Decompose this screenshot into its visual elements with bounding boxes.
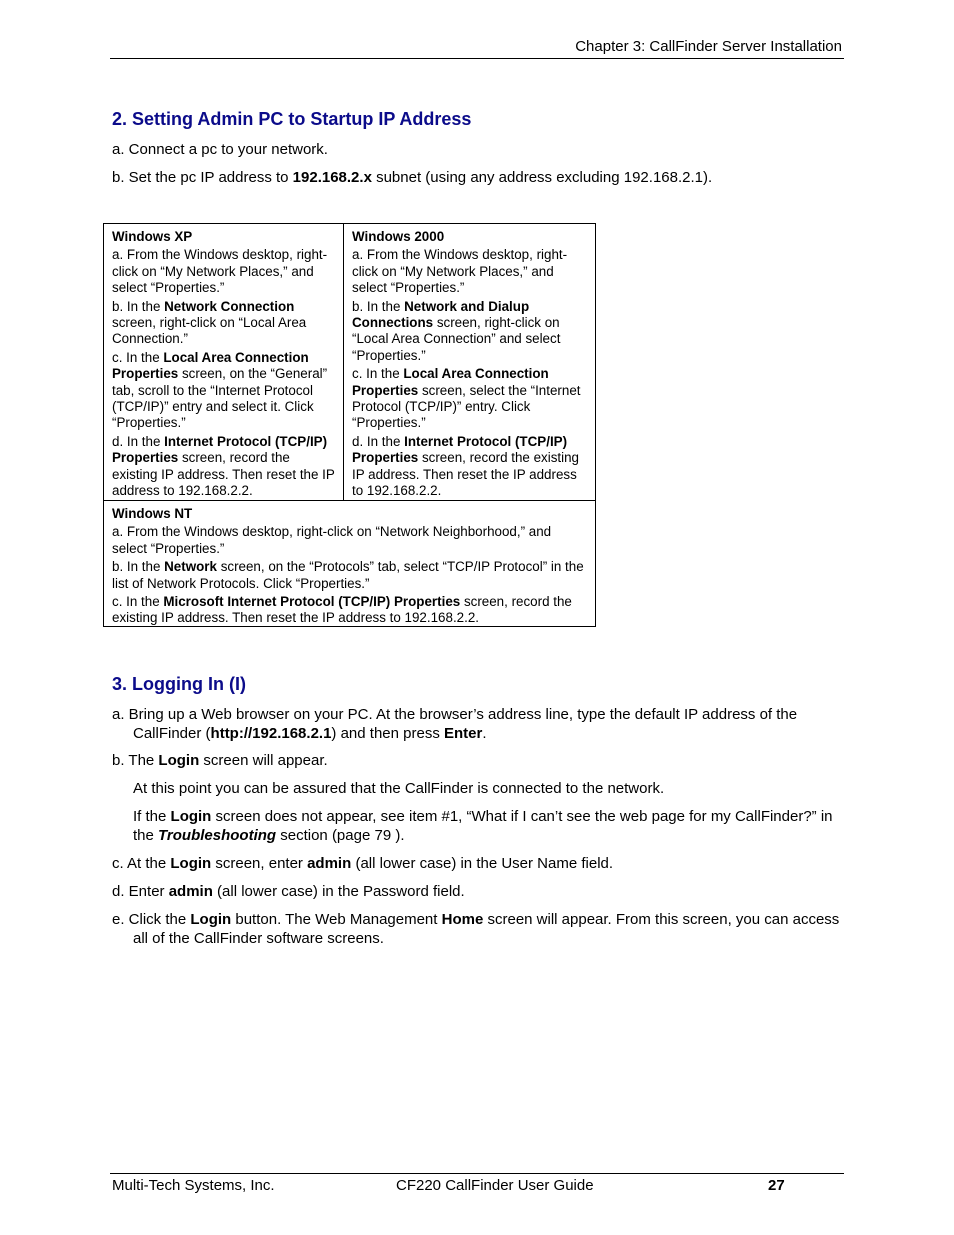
section-3-note-troubleshooting: If the Login screen does not appear, see item #1, “What if I can’t see the web page for my CallFinder?” in the Troubleshooting section (page 79 ). (133, 808, 833, 844)
section-3-step-e: e. Click the Login button. The Web Management Home screen will appear. From this screen, you can access all of the CallFinder software screens. (112, 911, 840, 947)
windows-nt-step-b: b. In the Network screen, on the “Protocols” tab, select “TCP/IP Protocol” in the list of Network Protocols. Click “Properties.” (112, 559, 584, 591)
windows-nt-title: Windows NT (112, 506, 193, 521)
section-3-step-d: d. Enter admin (all lower case) in the Password field. (112, 883, 465, 900)
section-2-step-a: a. Connect a pc to your network. (112, 141, 328, 158)
footer-guide-title: CF220 CallFinder User Guide (396, 1177, 594, 1194)
windows-2000-title: Windows 2000 (352, 229, 445, 244)
windows-xp-cell (104, 224, 344, 500)
running-header: Chapter 3: CallFinder Server Installation (575, 38, 842, 55)
windows-2000-step-a: a. From the Windows desktop, right-click on “My Network Places,” and select “Properties.” (352, 247, 568, 296)
footer-rule (110, 1173, 844, 1174)
windows-2000-step-c: c. In the Local Area Connection Properties screen, select the “Internet Protocol (TCP/IP)” entry. Click “Properties.” (352, 366, 581, 431)
windows-xp-step-c: c. In the Local Area Connection Properties screen, on the “General” tab, scroll to the “Internet Protocol (TCP/IP)” entry and select it. Click “Properties.” (112, 349, 328, 431)
windows-2000-step-b: b. In the Network and Dialup Connections screen, right-click on “Local Area Connection” and select “Properties.” (352, 298, 561, 363)
windows-2000-cell (344, 224, 595, 500)
windows-xp-title: Windows XP (112, 229, 193, 244)
section-3-step-a: a. Bring up a Web browser on your PC. At the browser’s address line, type the default IP address of the CallFinder (http://192.168.2.1) and then press Enter. (112, 706, 798, 742)
windows-xp-step-b: b. In the Network Connection screen, right-click on “Local Area Connection.” (112, 298, 307, 347)
windows-nt-step-a: a. From the Windows desktop, right-click on “Network Neighborhood,” and select “Properties.” (112, 524, 552, 556)
footer-page-number: 27 (768, 1177, 785, 1194)
section-3-note-connected: At this point you can be assured that the CallFinder is connected to the network. (133, 780, 665, 797)
section-2-step-b: b. Set the pc IP address to 192.168.2.x subnet (using any address excluding 192.168.2.1). (112, 169, 713, 186)
section-2-title: 2. Setting Admin PC to Startup IP Address (112, 109, 472, 129)
section-3-step-b: b. The Login screen will appear. (112, 752, 328, 769)
header-rule (110, 58, 844, 59)
section-3-title: 3. Logging In (I) (112, 674, 246, 694)
windows-nt-step-c: c. In the Microsoft Internet Protocol (TCP/IP) Properties screen, record the existing IP address. Then reset the IP address to 192.168.2.2. (112, 594, 572, 626)
windows-nt-cell (104, 500, 595, 626)
windows-xp-step-d: d. In the Internet Protocol (TCP/IP) Properties screen, record the existing IP address. Then reset the IP address to 192.168.2.2. (112, 433, 335, 499)
windows-xp-step-a: a. From the Windows desktop, right-click on “My Network Places,” and select “Properties.” (112, 247, 328, 296)
os-instructions-table (103, 223, 596, 627)
section-3-step-c: c. At the Login screen, enter admin (all lower case) in the User Name field. (112, 855, 614, 872)
windows-2000-step-d: d. In the Internet Protocol (TCP/IP) Properties screen, record the existing IP address. Then reset the IP address to 192.168.2.2. (352, 433, 580, 499)
footer-company: Multi-Tech Systems, Inc. (112, 1177, 275, 1194)
